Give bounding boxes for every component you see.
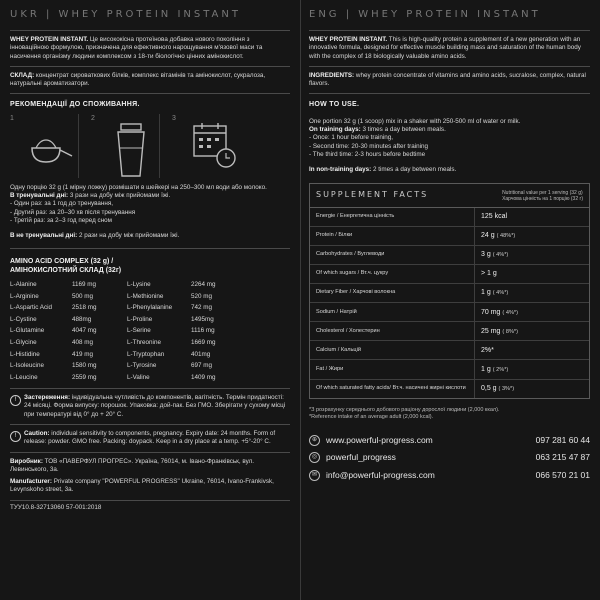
amino-value: 2518 mg — [72, 304, 97, 312]
nutrient-name: Fat / Жири — [310, 360, 475, 378]
amino-name: L-Glutamine — [10, 327, 45, 335]
amino-name: L-Proline — [127, 315, 153, 323]
facts-row — [310, 380, 589, 398]
contact-link[interactable]: www.powerful-progress.com — [326, 435, 433, 446]
ukr-recommendations-title: РЕКОМЕНДАЦІЇ ДО СПОЖИВАННЯ. — [10, 101, 140, 109]
supplement-facts-title: SUPPLEMENT FACTS — [316, 189, 429, 199]
amino-name: L-Phenylalanine — [127, 304, 173, 312]
amino-value: 2264 mg — [191, 280, 216, 288]
eng-usage: One portion 32 g (1 scoop) mix in a shaker with 250-500 ml of water or milk. — [309, 117, 521, 125]
amino-block: AMINO ACID COMPLEX (32 g) / АМІНОКИСЛОТНИЙ СКЛАД (32г) L-Alanine 1169 mg L-Lysine 2264 mg L-Arginine 500 mg L-Methionine 520 mg L-Aspartic Acid 2518 mg L-Phenylalanine 742 mg L-Cystine 488mg L-Proline 1495mg L-Glutamine 4047 mg L-Serine 1116 mg L-Glycine 408 mg L-Threonine 1669 mg L-Histidine 419 mg L-Tryptophan 401mg L-Isoleucine 1580 mg L-Tyrosine 697 mg L-Leucine 2559 mg L-Valine 1409 mg — [10, 249, 290, 383]
nutrient-name: Of which sugars / Вт.ч. цукру — [310, 265, 475, 283]
amino-value: 408 mg — [72, 338, 94, 346]
amino-value: 4047 mg — [72, 327, 97, 335]
contacts — [309, 435, 590, 481]
amino-value: 1169 mg — [72, 280, 97, 288]
amino-name: L-Alanine — [10, 280, 37, 288]
amino-name: L-Cystine — [10, 315, 37, 323]
supplement-facts-table — [309, 183, 590, 399]
email-icon: ✉ — [309, 470, 320, 481]
eng-column: ENG | WHEY PROTEIN INSTANT WHEY PROTEIN INSTANT. This is high-quality protein a supplement of a new generation with an innovative formula, designed for effective muscle building mass and saturation of the human body with the complex of 18 biologically valuable amino acids. INGREDIENTS: whey protein concentrate of vitamins and amino acids, sucralose, complex, natural flavors. HOW TO USE. One portion 32 g (1 scoop) mix in a shaker with 250-500 ml of water or milk. On training days: 3 times a day between meals. - Once: 1 hour before training, - Second time: 20-30 minutes after training - The third time: 2-3 hours before bedtime In non-training days: 2 times a day between meals. SUPPLEMENT FACTS Nutritional value per 1 serving (32 g) Харчова цінність на 1 порцію (32 г) Energie / Енергетична цінність 125 kcal Protein / Білки 24 g ( 48%*) Carbohydrates / Вуглеводи 3 g ( 4%*) Of which sugars / Вт.ч. цукру > 1 g Dietary Fiber / Харчові волокна 1 g ( 4%*) Sodium / Натрій 70 mg ( 4%*) Cholesterol / Холестерин 25 mg ( 8%*) Calcium / Кальцій 2%* Fat / Жири 1 g ( 2%*) Of which saturated fatty acids/ Вт.ч. насичені жирні кислоти 0,5 g ( 3%*) *З розрахунку середнього добового раціону дорослої людини (2,000 ккал). *Reference intake of an average adult (2,000 kcal). ⊕ www.powerful-progress.com 097 281 60 44 ◎ powerful_progress 063 215 47 87 ✉ info@powerful-progress.com 066 570 21 01 — [309, 0, 590, 600]
nutrient-value: 24 g ( 48%*) — [481, 232, 516, 240]
warning-icon: ! — [10, 395, 21, 406]
serving-note: Nutritional value per 1 serving (32 g) Харчова цінність на 1 порцію (32 г) — [502, 189, 583, 203]
step-2: 2 — [91, 114, 160, 178]
warning-icon: ! — [10, 431, 21, 442]
amino-name: L-Glycine — [10, 338, 37, 346]
eng-training-list: - Once: 1 hour before training, - Second time: 20-30 minutes after training - The third time: 2-3 hours before bedtime — [309, 134, 429, 158]
ukr-header: UKR | WHEY PROTEIN INSTANT — [10, 9, 241, 20]
amino-value: 1580 mg — [72, 362, 97, 370]
facts-row — [310, 360, 589, 379]
nutrient-value: 0,5 g ( 3%*) — [481, 384, 515, 392]
amino-name: L-Tryptophan — [127, 350, 165, 358]
amino-value: 742 mg — [191, 304, 213, 312]
nutrient-name: Carbohydrates / Вуглеводи — [310, 246, 475, 264]
amino-value: 500 mg — [72, 292, 94, 300]
amino-value: 1409 mg — [191, 373, 216, 381]
how-to-use-title: HOW TO USE. — [309, 101, 360, 109]
nutrient-value: 1 g ( 4%*) — [481, 289, 509, 297]
instagram-icon: ◎ — [309, 452, 320, 463]
contact-row — [309, 452, 590, 463]
nutrient-name: Energie / Енергетична цінність — [310, 208, 475, 226]
amino-value: 1116 mg — [191, 327, 215, 335]
facts-row — [310, 265, 589, 284]
amino-name: L-Methionine — [127, 292, 164, 300]
contact-link[interactable]: powerful_progress — [326, 452, 396, 463]
phone-number[interactable]: 063 215 47 87 — [535, 452, 590, 463]
nutrient-name: Of which saturated fatty acids/ Вт.ч. насичені жирні кислоти — [310, 380, 475, 398]
facts-row — [310, 322, 589, 341]
facts-row — [310, 303, 589, 322]
amino-value: 401mg — [191, 350, 211, 358]
nutrient-name: Dietary Fiber / Харчові волокна — [310, 284, 475, 302]
facts-row — [310, 246, 589, 265]
amino-name: L-Histidine — [10, 350, 40, 358]
facts-row — [310, 208, 589, 227]
amino-value: 2559 mg — [72, 373, 97, 381]
phone-number[interactable]: 097 281 60 44 — [535, 435, 590, 446]
contact-link[interactable]: info@powerful-progress.com — [326, 469, 435, 480]
facts-row — [310, 227, 589, 246]
amino-value: 488mg — [72, 315, 92, 323]
ukr-composition: СКЛАД: концентрат сироваткових білків, комплекс вітамінів та амінокислот, сукралоза, натуральні ароматизатори. — [10, 71, 266, 88]
calendar-clock-icon — [190, 118, 240, 178]
facts-row — [310, 341, 589, 360]
ukr-intro: WHEY PROTEIN INSTANT. Це висококісна протеїнова добавка нового покоління з інноваційною формулою, призначена для ефективного нарощування м'язової маси та насичення організму людини комплексом з 18-ти біологічно цінних амінокислот. — [10, 36, 263, 60]
nutrient-value: > 1 g — [481, 270, 497, 278]
contact-row — [309, 470, 590, 481]
ukr-usage: Одну порцію 32 g (1 мірну ложку) розмішати в шейкері на 250–300 мл води або молоко. — [10, 183, 267, 191]
amino-name: L-Valine — [127, 373, 150, 381]
nutrient-name: Calcium / Кальцій — [310, 341, 475, 359]
nutrient-value: 1 g ( 2%*) — [481, 365, 509, 373]
amino-table — [10, 281, 290, 382]
amino-name: L-Leucine — [10, 373, 38, 381]
eng-header: ENG | WHEY PROTEIN INSTANT — [309, 9, 541, 20]
amino-name: L-Arginine — [10, 292, 39, 300]
nutrient-value: 3 g ( 4%*) — [481, 251, 509, 259]
eng-caution: ! Caution: individual sensitivity to components, pregnancy. Expiry date: 24 months. Form of release: powder. GMO free. Packing: doypack. Keep in a dry place at a temp. +5°-20° C. — [10, 425, 290, 452]
ukr-warning: ! Застереження: індивідуальна чутливість до компонентів, вагітність. Термін придатності: 24 місяці. Форма випуску: порошок. Упаковка: дой-пак. Без ГМО. Зберігати у сухому місці при температурі від 0° до + 20° С. — [10, 389, 290, 424]
contact-row — [309, 435, 590, 446]
nutrient-name: Protein / Білки — [310, 227, 475, 245]
amino-value: 1495mg — [191, 315, 214, 323]
manufacturer: Виробник: ТОВ «ПАВЕРФУЛ ПРОГРЕС». Україна, 76014, м. Івано-Франківськ, вул. Левинського, 3а. Manufacturer: Private company "POWERFUL PROGRESS" Ukraine, 76014, Ivano-Frankivsk, Levynskoho street, 3a. — [10, 457, 274, 494]
amino-value: 419 mg — [72, 350, 94, 358]
nutrient-value: 25 mg ( 8%*) — [481, 327, 518, 335]
amino-name: L-Tyrosine — [127, 362, 157, 370]
usage-icons — [10, 114, 290, 178]
footnotes: *З розрахунку середнього добового раціону дорослої людини (2,000 ккал). *Reference intake of an average adult (2,000 kcal). — [309, 406, 500, 420]
nutrient-value: 2%* — [481, 346, 494, 354]
tu-code: ТУУ10.8-32713060 57-001:2018 — [10, 503, 102, 511]
scoop-icon — [28, 118, 74, 174]
nutrient-name: Sodium / Натрій — [310, 303, 475, 321]
facts-row — [310, 284, 589, 303]
step-3: 3 — [172, 114, 240, 178]
amino-name: L-Threonine — [127, 338, 161, 346]
shaker-icon — [109, 118, 155, 178]
nutrient-value: 70 mg ( 4%*) — [481, 308, 518, 316]
globe-icon: ⊕ — [309, 435, 320, 446]
amino-name: L-Serine — [127, 327, 151, 335]
ukr-training-list: - Один раз: за 1 год до тренування, - Другий раз: за 20–30 хв після тренування - Третій раз: за 2–3 год перед сном — [10, 200, 136, 224]
ukr-column: UKR | WHEY PROTEIN INSTANT WHEY PROTEIN INSTANT. Це висококісна протеїнова добавка нового покоління з інноваційною формулою, призначена для ефективного нарощування м'язової маси та насичення організму людини комплексом з 18-ти біологічно цінних амінокислот. СКЛАД: концентрат сироваткових білків, комплекс вітамінів та амінокислот, сукралоза, натуральні ароматизатори. РЕКОМЕНДАЦІЇ ДО СПОЖИВАННЯ. 1 2 3 Одну порцію 32 g (1 мірну ложку) розмішати в шейкері на 250–300 мл води або молоко. В тренувальні дні: 3 рази на добу між прийомами їжі. - Один раз: за 1 год до тренування, - Другий раз: за 20–30 хв після тренування - Третій раз: за 2–3 год перед сном В не тренувальні дні: 2 рази на добу між прийомами їжі. AMINO ACID COMPLEX (32 g) / АМІНОКИСЛОТНИЙ СКЛАД (32г) L-Alanine 1169 mg L-Lysine 2264 mg L-Arginine 500 mg L-Methionine 520 mg L-Aspartic Acid 2518 mg L-Phenylalanine 742 mg L-Cystine 488mg L-Proline 1495mg L-Glutamine 4047 mg L-Serine 1116 mg L-Glycine 408 mg L-Threonine 1669 mg L-Histidine 419 mg L-Tryptophan 401mg L-Isoleucine 1580 mg L-Tyrosine 697 mg L-Leucine 2559 mg L-Valine 1409 mg ! Застереження: індивідуальна чутливість до компонентів, вагітність. Термін придатності: 24 місяці. Форма випуску: порошок. Упаковка: дой-пак. Без ГМО. Зберігати у сухому місці при температурі від 0° до + 20° С. ! Caution: individual sensitivity to components, pregnancy. Expiry date: 24 months. Form of release: powder. GMO free. Packing: doypack. Keep in a dry place at a temp. +5°-20° C. Виробник: ТОВ «ПАВЕРФУЛ ПРОГРЕС». Україна, 76014, м. Івано-Франківськ, вул. Левинського, 3а. Manufacturer: Private company "POWERFUL PROGRESS" Ukraine, 76014, Ivano-Frankivsk, Levynskoho street, 3a. ТУУ10.8-32713060 57-001:2018 — [10, 0, 290, 600]
step-1: 1 — [10, 114, 79, 178]
amino-value: 1669 mg — [191, 338, 216, 346]
eng-ingredients: INGREDIENTS: whey protein concentrate of vitamins and amino acids, sucralose, complex, natural flavors. — [309, 71, 586, 88]
amino-value: 697 mg — [191, 362, 213, 370]
eng-intro: WHEY PROTEIN INSTANT. This is high-quality protein a supplement of a new generation with an innovative formula, designed for effective muscle building mass and saturation of the human body with the complex of 18 biologically valuable amino acids. — [309, 36, 581, 60]
amino-value: 520 mg — [191, 292, 213, 300]
nutrient-name: Cholesterol / Холестерин — [310, 322, 475, 340]
amino-name: L-Isoleucine — [10, 362, 44, 370]
amino-name: L-Aspartic Acid — [10, 304, 52, 312]
phone-number[interactable]: 066 570 21 01 — [535, 469, 590, 480]
column-divider — [300, 0, 301, 600]
amino-name: L-Lysine — [127, 280, 151, 288]
nutrient-value: 125 kcal — [481, 213, 508, 221]
